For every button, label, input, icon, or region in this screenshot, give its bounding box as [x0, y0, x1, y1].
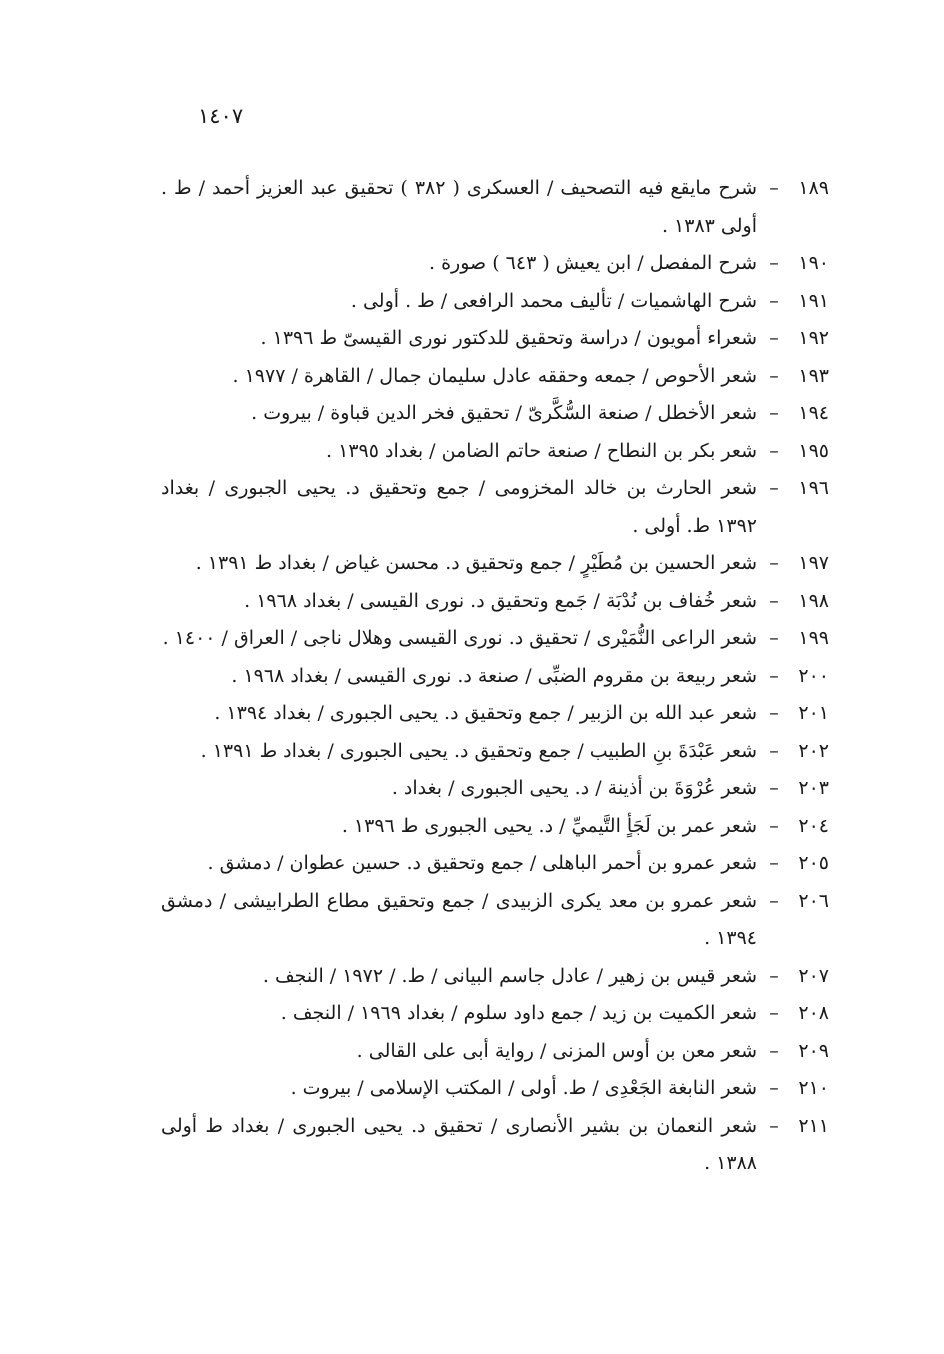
entry-text: شعر الأحوص / جمعه وحققه عادل سليمان جمال / القاهرة / ١٩٧٧ . [232, 364, 757, 387]
entry-number: ٢٠٥ [798, 852, 829, 874]
entry-number: ١٩٧ [798, 552, 829, 574]
entry-text: شعر الكميت بن زيد / جمع داود سلوم / بغداد ١٩٦٩ / النجف . [280, 1002, 757, 1024]
entry-text: شعر عمر بن لَجَأٍ التَّيميِّ / د. يحيى الجبورى ط ١٣٩٦ . [341, 814, 757, 837]
entry-text: شعر الحسين بن مُطَيْرٍ / جمع وتحقيق د. محسن غياض / بغداد ط ١٣٩١ . [195, 552, 757, 574]
entry-number: ١٩٣ [798, 364, 829, 387]
bibliography-entry [161, 320, 829, 358]
entry-number: ١٩٦ [798, 477, 829, 499]
bibliography-entry [161, 395, 829, 433]
entry-text: شرح المفصل / ابن يعيش ( ٦٤٣ ) صورة . [429, 252, 757, 274]
entry-number: ١٩٥ [798, 439, 829, 462]
entry-number: ٢٠٦ [798, 889, 829, 912]
page-number: ١٤٠٧ [198, 104, 244, 128]
bibliography-entry [161, 245, 829, 283]
bibliography-entry [161, 845, 829, 883]
entry-number: ١٩١ [798, 289, 829, 312]
entry-dash: – [769, 1114, 779, 1137]
entry-text: شعر الأخطل / صنعة السُّكَّرىّ / تحقيق فخر الدين قباوة / بيروت . [251, 402, 757, 424]
entry-dash: – [769, 889, 779, 912]
entry-dash: – [769, 364, 779, 387]
entry-number: ١٩٤ [798, 402, 829, 424]
entry-text: شعراء أمويون / دراسة وتحقيق للدكتور نورى القيسىّ ط ١٣٩٦ . [260, 327, 757, 349]
entry-text: شعر عمرو بن معد يكرى الزبيدى / جمع وتحقيق مطاع الطرابيشى / دمشق ١٣٩٤ . [161, 889, 757, 949]
entry-number: ٢٠٩ [798, 1039, 829, 1062]
entry-number: ٢٠٤ [798, 814, 829, 837]
bibliography-entry [161, 658, 829, 696]
bibliography-entry [161, 583, 829, 621]
entry-dash: – [769, 814, 779, 837]
entry-text: شعر قيس بن زهير / عادل جاسم البيانى / ط. / ١٩٧٢ / النجف . [262, 964, 757, 987]
bibliography-entry [161, 958, 829, 996]
entry-dash: – [769, 477, 779, 499]
entry-number: ٢١٠ [798, 1077, 829, 1099]
entry-dash: – [769, 964, 779, 987]
entry-text: شعر الراعى النُّمَيْرى / تحقيق د. نورى القيسى وهلال ناجى / العراق / ١٤٠٠ . [162, 627, 757, 649]
bibliography-list [161, 170, 829, 1183]
entry-number: ١٨٩ [798, 177, 829, 199]
entry-dash: – [769, 252, 779, 274]
entry-text: شرح الهاشميات / تأليف محمد الرافعى / ط . أولى . [350, 289, 757, 312]
entry-dash: – [769, 739, 779, 762]
entry-number: ٢٠٣ [798, 777, 829, 799]
bibliography-entry [161, 170, 829, 245]
bibliography-entry [161, 695, 829, 733]
entry-text: شعر النابغة الجَعْدِى / ط. أولى / المكتب الإسلامى / بيروت . [290, 1077, 757, 1099]
entry-dash: – [769, 552, 779, 574]
entry-text: شعر النعمان بن بشير الأنصارى / تحقيق د. يحيى الجبورى / بغداد ط أولى ١٣٨٨ . [161, 1114, 757, 1174]
entry-text: شعر عبد الله بن الزبير / جمع وتحقيق د. يحيى الجبورى / بغداد ١٣٩٤ . [214, 702, 757, 724]
bibliography-entry [161, 1033, 829, 1071]
entry-text: شعر الحارث بن خالد المخزومى / جمع وتحقيق د. يحيى الجبورى / بغداد ١٣٩٢ ط. أولى . [161, 477, 757, 537]
entry-number: ٢٠٨ [798, 1002, 829, 1024]
entry-dash: – [769, 289, 779, 312]
entry-text: شعر بكر بن النطاح / صنعة حاتم الضامن / بغداد ١٣٩٥ . [326, 439, 757, 462]
entry-dash: – [769, 439, 779, 462]
bibliography-entry [161, 433, 829, 471]
entry-dash: – [769, 589, 779, 612]
entry-dash: – [769, 1039, 779, 1062]
entry-dash: – [769, 177, 779, 199]
entry-text: شعر عُرْوَةَ بن أذينة / د. يحيى الجبورى / بغداد . [391, 777, 757, 799]
bibliography-entry [161, 1108, 829, 1183]
entry-dash: – [769, 777, 779, 799]
bibliography-entry [161, 883, 829, 958]
entry-number: ٢٠٢ [798, 739, 829, 762]
entry-text: شرح مايقع فيه التصحيف / العسكرى ( ٣٨٢ ) تحقيق عبد العزيز أحمد / ط . أولى ١٣٨٣ . [161, 177, 758, 237]
entry-number: ٢١١ [798, 1114, 829, 1137]
entry-dash: – [769, 852, 779, 874]
entry-dash: – [769, 1077, 779, 1099]
entry-text: شعر عَبْدَةَ بنِ الطبيب / جمع وتحقيق د. يحيى الجبورى / بغداد ط ١٣٩١ . [200, 739, 757, 762]
bibliography-entry [161, 620, 829, 658]
bibliography-entry [161, 283, 829, 321]
entry-text: شعر عمرو بن أحمر الباهلى / جمع وتحقيق د. حسين عطوان / دمشق . [207, 852, 757, 874]
entry-text: شعر ربيعة بن مقروم الضبِّى / صنعة د. نورى القيسى / بغداد ١٩٦٨ . [231, 664, 757, 687]
entry-number: ١٩٢ [798, 327, 829, 349]
bibliography-entry [161, 733, 829, 771]
bibliography-entry [161, 358, 829, 396]
entry-number: ٢٠١ [798, 702, 829, 724]
bibliography-entry [161, 470, 829, 545]
entry-number: ١٩٩ [798, 627, 829, 649]
bibliography-entry [161, 770, 829, 808]
entry-dash: – [769, 327, 779, 349]
entry-dash: – [769, 702, 779, 724]
entry-number: ٢٠٧ [798, 964, 829, 987]
entry-number: ١٩٠ [798, 252, 829, 274]
bibliography-entry [161, 545, 829, 583]
entry-number: ١٩٨ [798, 589, 829, 612]
entry-dash: – [769, 1002, 779, 1024]
entry-number: ٢٠٠ [798, 664, 829, 687]
entry-dash: – [769, 664, 779, 687]
entry-dash: – [769, 402, 779, 424]
entry-text: شعر معن بن أوس المزنى / رواية أبى على القالى . [356, 1039, 757, 1062]
bibliography-entry [161, 995, 829, 1033]
entry-dash: – [769, 627, 779, 649]
bibliography-entry [161, 808, 829, 846]
bibliography-entry [161, 1070, 829, 1108]
entry-text: شعر خُفاف بن نُدْبَة / جَمع وتحقيق د. نورى القيسى / بغداد ١٩٦٨ . [244, 589, 757, 612]
